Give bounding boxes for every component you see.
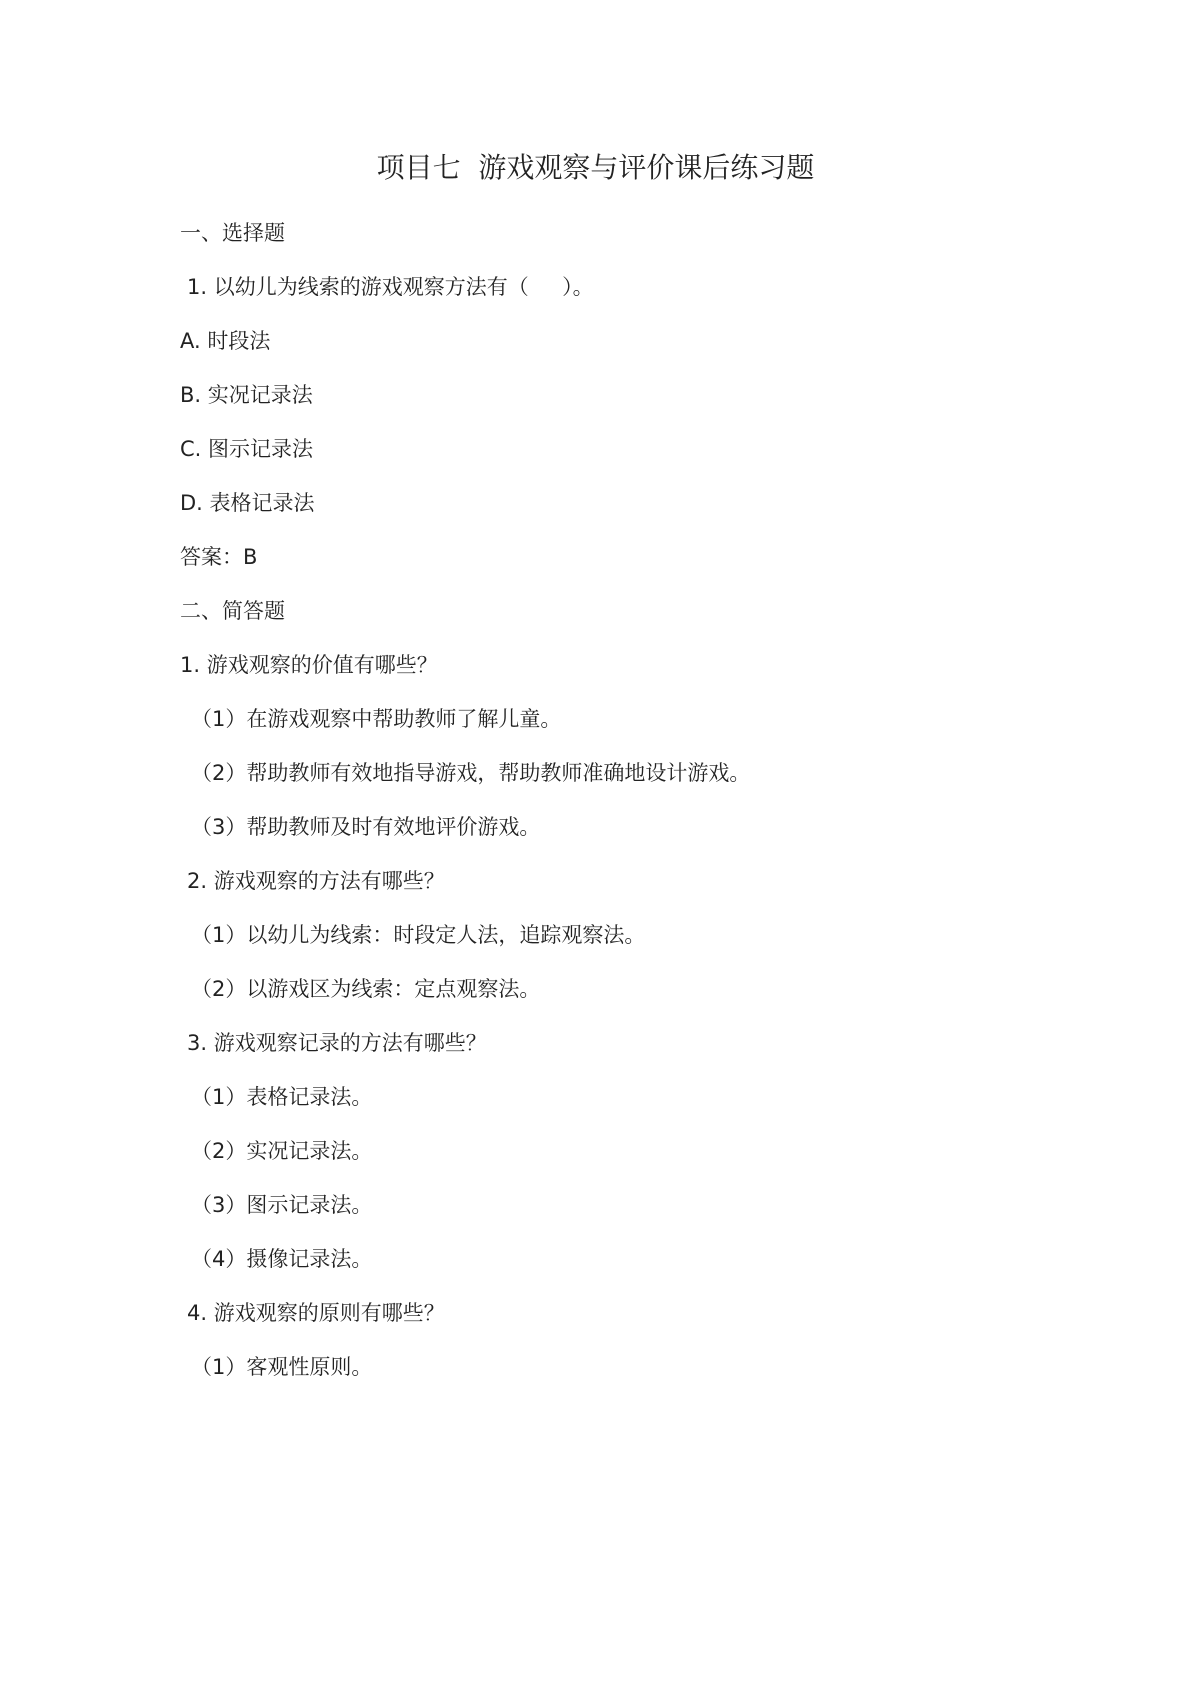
short-q2-answer-2: （2）以游戏区为线索：定点观察法。 <box>191 977 541 1001</box>
section-heading-short: 二、简答题 <box>180 599 285 623</box>
short-q1-answer-2: （2）帮助教师有效地指导游戏，帮助教师准确地设计游戏。 <box>191 761 751 785</box>
page-title: 项目七 游戏观察与评价课后练习题 <box>376 151 815 184</box>
short-question-1: 1. 游戏观察的价值有哪些？ <box>180 653 438 677</box>
short-q2-answer-1: （1）以幼儿为线索：时段定人法，追踪观察法。 <box>191 923 646 947</box>
short-q4-answer-1: （1）客观性原则。 <box>191 1355 373 1379</box>
choice-option-c: C. 图示记录法 <box>180 437 314 461</box>
short-q3-answer-1: （1）表格记录法。 <box>191 1085 373 1109</box>
short-q3-answer-2: （2）实况记录法。 <box>191 1139 373 1163</box>
short-q3-answer-4: （4）摄像记录法。 <box>191 1247 373 1271</box>
short-question-3: 3. 游戏观察记录的方法有哪些？ <box>187 1031 487 1055</box>
choice-answer: 答案：B <box>180 545 258 569</box>
choice-option-b: B. 实况记录法 <box>180 383 313 407</box>
short-q1-answer-1: （1）在游戏观察中帮助教师了解儿童。 <box>191 707 562 731</box>
short-q3-answer-3: （3）图示记录法。 <box>191 1193 373 1217</box>
choice-option-a: A. 时段法 <box>180 329 271 353</box>
short-question-4: 4. 游戏观察的原则有哪些？ <box>187 1301 445 1325</box>
choice-option-d: D. 表格记录法 <box>180 491 315 515</box>
section-heading-choice: 一、选择题 <box>180 221 285 245</box>
short-question-2: 2. 游戏观察的方法有哪些？ <box>187 869 445 893</box>
choice-question-1: 1. 以幼儿为线索的游戏观察方法有（ ）。 <box>187 275 594 299</box>
short-q1-answer-3: （3）帮助教师及时有效地评价游戏。 <box>191 815 541 839</box>
